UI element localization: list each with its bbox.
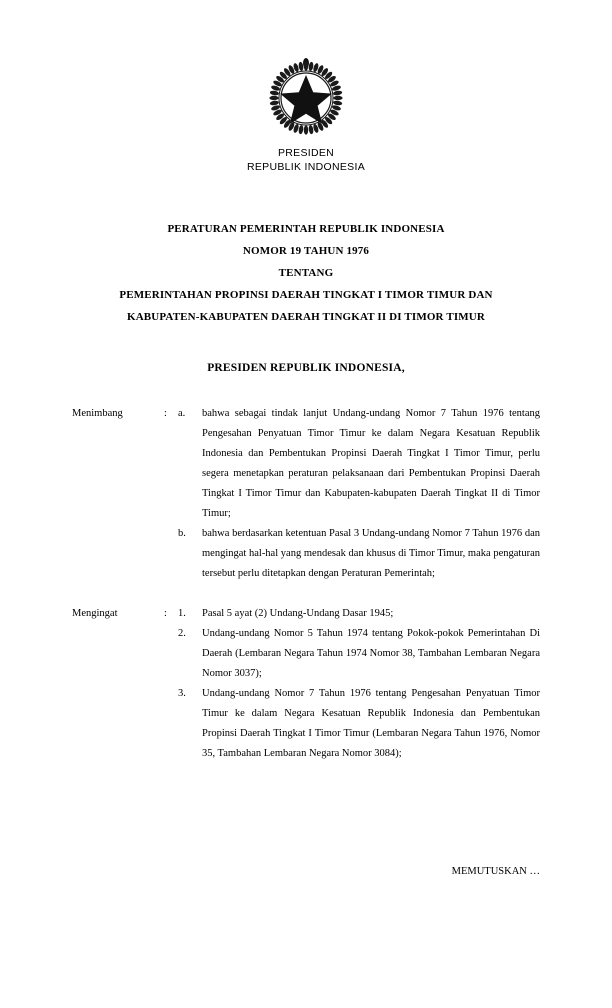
title-line-number: NOMOR 19 TAHUN 1976 [242, 245, 370, 257]
clause-group-menimbang [72, 404, 540, 584]
title-line-tentang: TENTANG [278, 267, 334, 279]
clause-item [72, 684, 540, 764]
clauses-section [72, 404, 540, 764]
issuing-authority: PRESIDEN REPUBLIK INDONESIA, [207, 362, 405, 374]
clause-text: Pasal 5 ayat (2) Undang-Undang Dasar 1945; [202, 608, 394, 619]
clause-marker: b. [178, 528, 186, 539]
clause-spacer [72, 584, 540, 604]
clause-colon: : [164, 608, 167, 619]
clause-label-mengingat: Mengingat [72, 608, 118, 619]
clause-group-mengingat [72, 604, 540, 764]
clause-marker: 2. [178, 628, 186, 639]
clause-marker: 1. [178, 608, 186, 619]
clause-text: bahwa berdasarkan ketentuan Pasal 3 Undang-undang Nomor 7 Tahun 1976 dan mengingat hal-hal yang mendesak dan khusus di Timor Timur, maka pengaturan tersebut perlu ditetapkan dengan Peraturan Pemerintah; [202, 528, 540, 579]
clause-item [72, 624, 540, 684]
clause-marker: 3. [178, 688, 186, 699]
emblem-caption [72, 146, 540, 174]
emblem-caption-line1: PRESIDEN [277, 147, 335, 159]
clause-colon: : [164, 408, 167, 419]
clause-text: Undang-undang Nomor 5 Tahun 1974 tentang Pokok-pokok Pemerintahan Di Daerah (Lembaran Negara Tahun 1974 Nomor 38, Tambahan Lembaran Negara Nomor 3037); [202, 628, 540, 679]
document-title [72, 218, 540, 328]
emblem-block [72, 0, 540, 174]
continuation-note: MEMUTUSKAN … [451, 866, 540, 877]
clause-text: Undang-undang Nomor 7 Tahun 1976 tentang Pengesahan Penyatuan Timor Timur ke dalam Negara Kesatuan Republik Indonesia dan Pembentukan Propinsi Daerah Tingkat I Timor Timur (Lembaran Negara Tahun 1976, Nomor 35, Tambahan Lembaran Negara Nomor 3084); [202, 688, 540, 759]
garuda-star-emblem-icon [264, 56, 348, 140]
clause-label-menimbang: Menimbang [72, 408, 123, 419]
page-footer [72, 866, 540, 877]
clause-item [72, 524, 540, 584]
emblem-caption-line2: REPUBLIK INDONESIA [246, 161, 365, 173]
title-line-1: PERATURAN PEMERINTAH REPUBLIK INDONESIA [167, 223, 445, 235]
clause-text: bahwa sebagai tindak lanjut Undang-undang Nomor 7 Tahun 1976 tentang Pengesahan Penyatuan Timor Timur ke dalam Negara Kesatuan Republik Indonesia dan Pembentukan Propinsi Daerah Tingkat I Timor Timur, perlu segera menetapkan peraturan pelaksanaan dari Pembentukan Propinsi Daerah Tingkat I Timor Timur dan Kabupaten-kabupaten Daerah Tingkat II di Timor Timur; [202, 408, 540, 519]
title-line-subject-2: KABUPATEN-KABUPATEN DAERAH TINGKAT II DI TIMOR TIMUR [126, 311, 485, 323]
clause-item [72, 604, 540, 624]
clause-marker: a. [178, 408, 186, 419]
clause-item [72, 404, 540, 524]
title-line-subject-1: PEMERINTAHAN PROPINSI DAERAH TINGKAT I TIMOR TIMUR DAN [119, 289, 493, 301]
